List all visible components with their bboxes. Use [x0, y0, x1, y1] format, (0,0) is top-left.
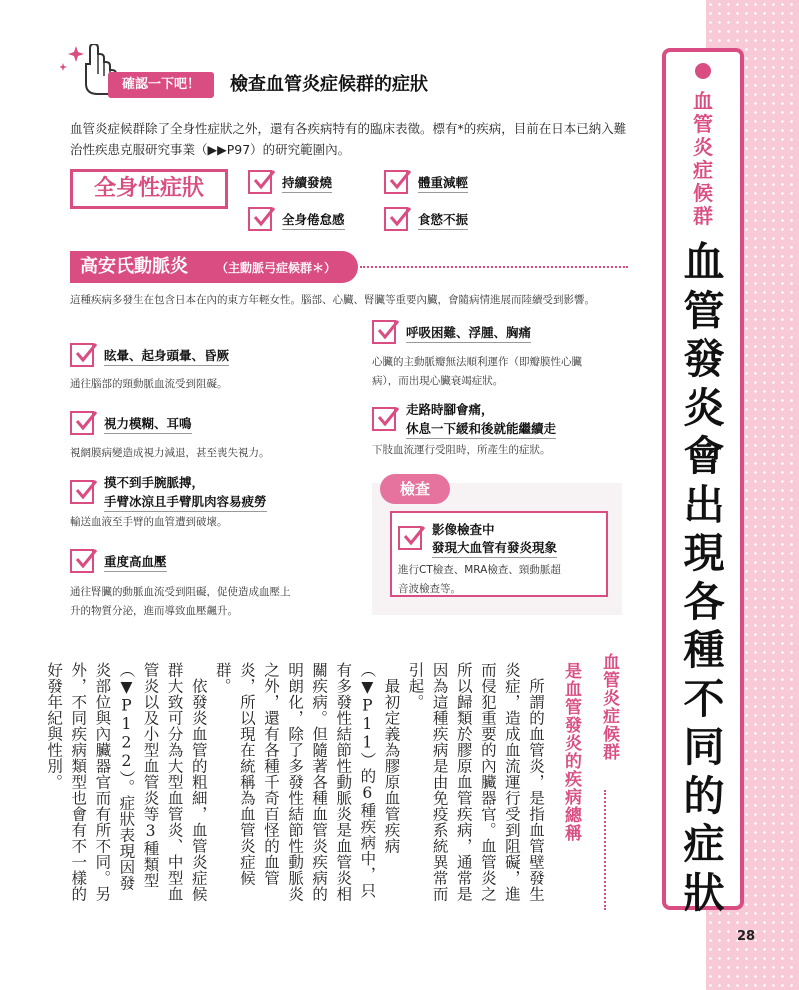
symptom-desc: 病），而出現心臟衰竭症狀。 [372, 375, 504, 387]
checkbox-icon [398, 526, 422, 550]
checkbox-icon [70, 343, 94, 367]
checkbox-icon [372, 407, 396, 431]
checkbox-icon [248, 207, 272, 231]
article-title: 血管炎症候群 [599, 653, 619, 761]
exam-desc: 音波檢查等。 [398, 583, 461, 595]
symptom-label: 持續發燒 [282, 173, 332, 193]
takayasu-description: 這種疾病多發生在包含日本在內的東方年輕女性。腦部、心臟、腎臟等重要內臟，會隨病情進展而陸續受到影響。 [70, 294, 595, 306]
symptom-desc: 心臟的主動脈瓣無法順利運作（即瓣膜性心臟 [372, 356, 582, 368]
symptom-desc: 下肢血流運行受阻時，所產生的症狀。 [372, 444, 551, 456]
symptom-label: 摸不到手腕脈搏， [104, 475, 205, 490]
dotted-divider [360, 266, 628, 268]
symptom-desc: 通往腎臟的動脈血流受到阻礙，促使造成血壓上 [70, 586, 291, 598]
dotted-divider [604, 790, 606, 910]
tab-dot [695, 63, 711, 79]
intro-text: 血管炎症候群除了全身性症狀之外，還有各疾病特有的臨床表徵。標有*的疾病，目前在日本已納入難治性疾患克服研究事業（▶▶P97）的研究範圍內。 [70, 121, 627, 157]
checkbox-icon [70, 411, 94, 435]
side-tab-title: 血管發炎會出現各種不同的症狀 [683, 238, 725, 917]
symptom-label: 體重減輕 [418, 173, 468, 193]
symptom-label: 全身倦怠感 [282, 210, 345, 230]
symptom-desc: 升的物質分泌，進而導致血壓飆升。 [70, 605, 238, 617]
page-number: 28 [737, 929, 756, 944]
symptom-label: 手臂冰涼且手臂肌肉容易疲勞 [104, 492, 267, 512]
article-paragraph: 所謂的血管炎，是指血管壁發生炎症，造成血流運行受到阻礙，進而侵犯重要的內臟器官。血管炎之所以歸類於膠原血管疾病，通常是因為這種疾病是由免疫系統異常而引起。 [406, 662, 545, 902]
symptom-label: 休息一下緩和後就能繼續走 [406, 419, 556, 439]
article-paragraph: 最初定義為膠原血管疾病（▼P11）的6種疾病中，只有多發性結節性動脈炎是血管炎相關疾病。但隨著各種血管炎疾病的明朗化，除了多發性結節性動脈炎之外，還有各種千奇百怪的血管炎，所以現在統稱為血管炎症候群。 [213, 662, 401, 902]
exam-desc: 進行CT檢查、MRA檢查、頸動脈超 [398, 564, 561, 576]
symptom-label: 呼吸困難、浮腫、胸痛 [406, 323, 531, 343]
checkbox-icon [372, 320, 396, 344]
symptom-label: 走路時腳會痛， [406, 402, 494, 417]
checkbox-icon [384, 170, 408, 194]
exam-label: 影像檢查中 [432, 522, 495, 537]
checkbox-icon [248, 170, 272, 194]
symptom-desc: 視網膜病變造成視力減退，甚至喪失視力。 [70, 447, 270, 459]
symptom-label: 食慾不振 [418, 210, 468, 230]
exam-pill: 檢查 [380, 474, 450, 504]
check-pill: 確認一下吧！ [108, 72, 214, 98]
article-paragraph: 依發炎血管的粗細，血管炎症候群大致可分為大型血管炎、中型血管炎以及小型血管炎等3種類型（▼P122）。症狀表現因發炎部位與內臟器官而有所不同。另外，不同疾病類型也會有不一樣的好發年紀與性別。 [45, 662, 208, 902]
article-body [45, 662, 548, 902]
checkbox-icon [70, 549, 94, 573]
systemic-symptoms-label: 全身性症狀 [70, 169, 228, 209]
takayasu-subtitle: （主動脈弓症候群＊） [216, 261, 337, 275]
article-subtitle: 是血管發炎的疾病總稱 [561, 662, 581, 842]
checkbox-icon [70, 480, 94, 504]
checkbox-icon [384, 207, 408, 231]
symptom-desc: 通往腦部的頸動脈血流受到阻礙。 [70, 378, 228, 390]
symptom-desc: 輸送血液至手臂的血管遭到破壞。 [70, 516, 228, 528]
symptom-label: 眩暈、起身頭暈、昏厥 [104, 346, 229, 366]
side-tab-subtitle: 血管炎症候群 [693, 89, 713, 228]
symptom-label: 視力模糊、耳鳴 [104, 414, 192, 434]
takayasu-title: 高安氏動脈炎 [80, 256, 188, 277]
exam-label: 發現大血管有發炎現象 [432, 538, 557, 558]
symptom-label: 重度高血壓 [104, 552, 167, 572]
section-title: 檢查血管炎症候群的症狀 [230, 74, 428, 95]
